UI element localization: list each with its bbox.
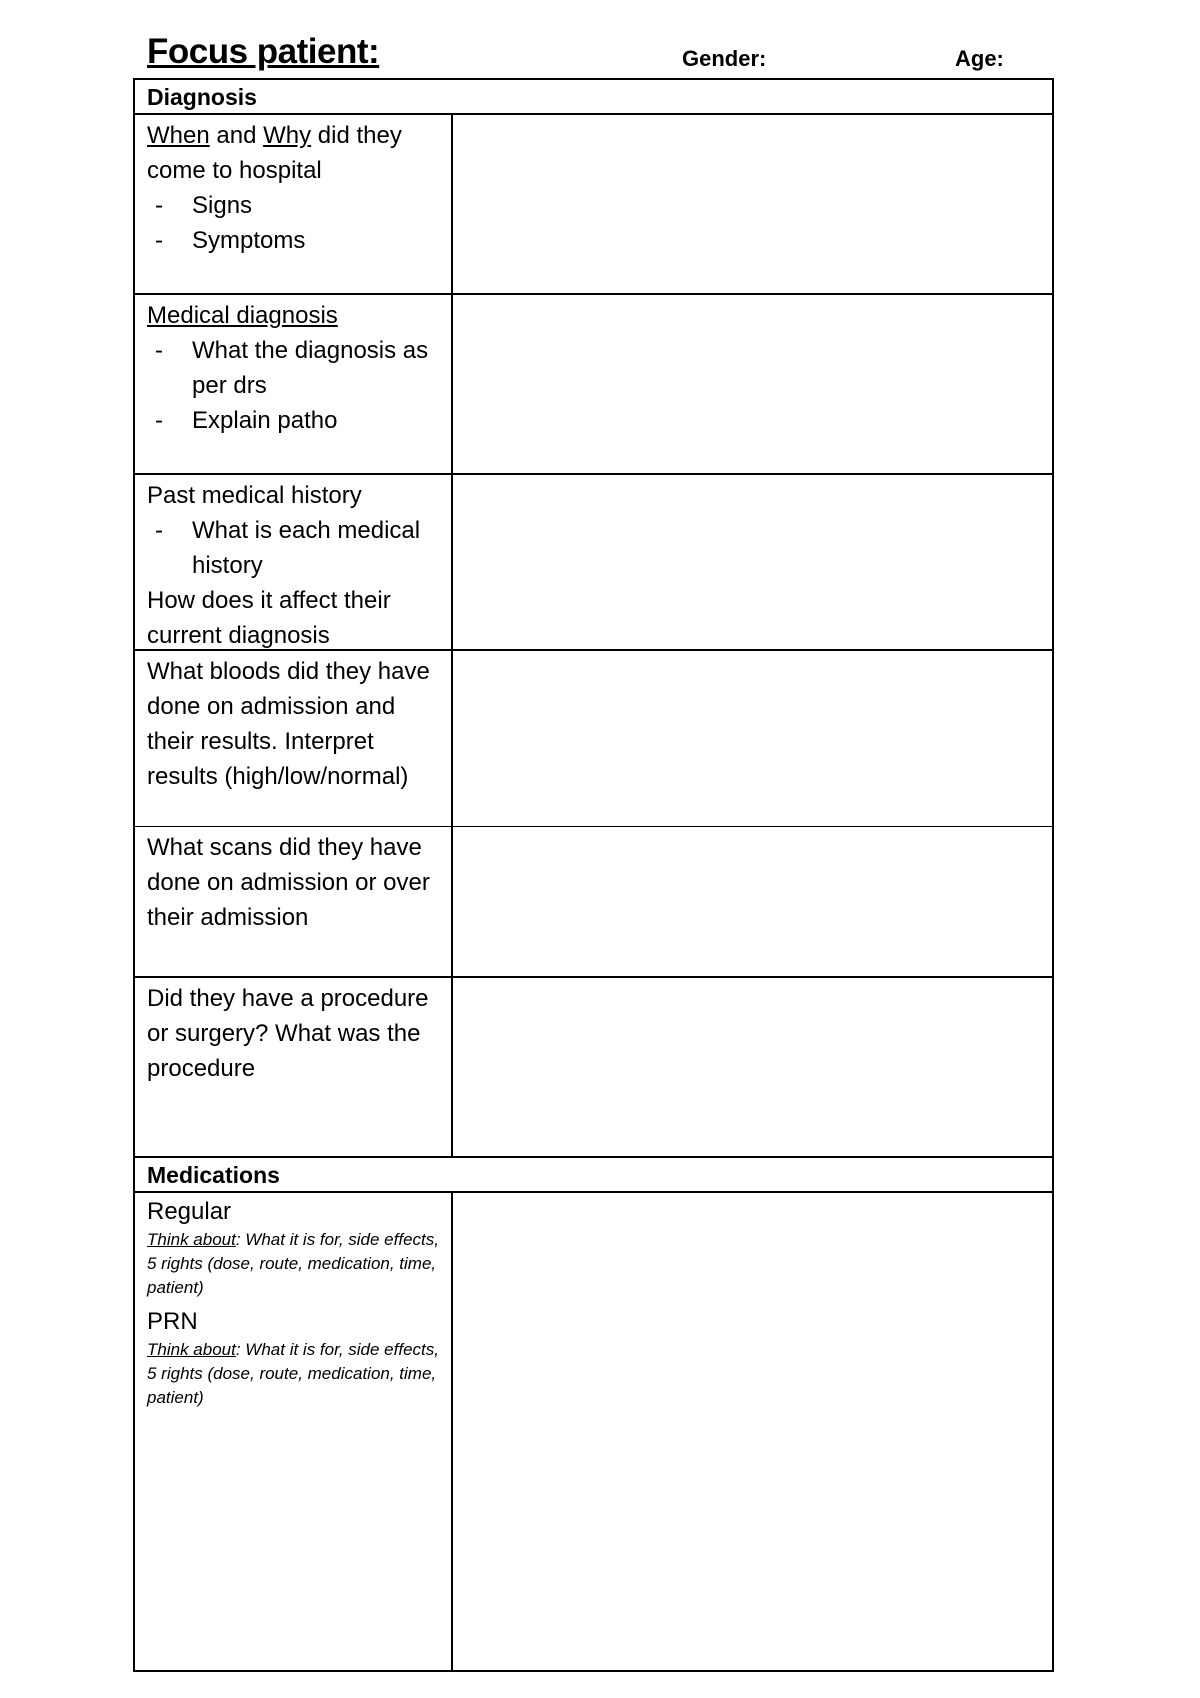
- table-row-admission-reason: [135, 115, 1052, 295]
- did-they-text: did they: [311, 122, 402, 149]
- past-medical-history-question: How does it affect their current diagnosis: [147, 587, 391, 649]
- patient-form-table: [133, 78, 1054, 1672]
- row-label-medications: [135, 1193, 453, 1670]
- prn-medications-heading: PRN: [147, 1308, 198, 1335]
- when-text: When: [147, 122, 210, 149]
- bullet-text: Signs: [192, 192, 253, 219]
- regular-medications-heading: Regular: [147, 1198, 232, 1225]
- regular-medications-note: [147, 1228, 443, 1300]
- bullet-item: [147, 333, 443, 403]
- think-about-text: Think about: [147, 1230, 236, 1249]
- prn-medications-note: [147, 1338, 443, 1410]
- bullet-text: Explain patho: [192, 407, 338, 434]
- bullet-dash: -: [155, 227, 163, 254]
- row-label-medical-diagnosis: [135, 295, 453, 473]
- answer-cell-medical-diagnosis[interactable]: [453, 295, 1052, 473]
- answer-cell-medications[interactable]: [453, 1193, 1052, 1670]
- row-label-scans: What scans did they have done on admission or over their admission: [135, 827, 453, 976]
- table-row-medical-diagnosis: [135, 295, 1052, 475]
- answer-cell-procedure[interactable]: [453, 978, 1052, 1156]
- row-label-past-medical-history: [135, 475, 453, 649]
- bullet-dash: -: [155, 517, 163, 544]
- note-text: : What it is for, side effects, 5 rights (dose, route, medication, time, patient): [147, 1230, 439, 1297]
- think-about-text: Think about: [147, 1340, 236, 1359]
- medical-diagnosis-heading: Medical diagnosis: [147, 302, 338, 329]
- admission-reason-line-1: [147, 118, 443, 153]
- table-row-scans: [135, 827, 1052, 978]
- note-text: : What it is for, side effects, 5 rights (dose, route, medication, time, patient): [147, 1340, 439, 1407]
- answer-cell-scans[interactable]: [453, 827, 1052, 976]
- admission-reason-line-2: come to hospital: [147, 157, 322, 184]
- bullet-dash: -: [155, 192, 163, 219]
- gender-label: Gender:: [682, 46, 767, 71]
- row-label-admission-reason: [135, 115, 453, 293]
- bullet-dash: -: [155, 407, 163, 434]
- answer-cell-bloods[interactable]: [453, 651, 1052, 826]
- medications-section-header: Medications: [135, 1158, 1052, 1193]
- table-row-past-medical-history: [135, 475, 1052, 651]
- row-label-bloods: What bloods did they have done on admission and their results. Interpret results (high/low/normal): [135, 651, 453, 826]
- bullet-text: Symptoms: [192, 227, 306, 254]
- bullet-text: What the diagnosis as per drs: [192, 337, 429, 399]
- table-row-procedure: [135, 978, 1052, 1158]
- and-text: and: [209, 122, 264, 149]
- bullet-item: [147, 403, 443, 438]
- diagnosis-section-header: Diagnosis: [135, 80, 1052, 115]
- bullet-item: [147, 188, 443, 223]
- page-title: Focus patient:: [147, 32, 380, 71]
- bullet-text: What is each medical history: [192, 517, 421, 579]
- bullet-item: [147, 223, 443, 258]
- answer-cell-admission-reason[interactable]: [453, 115, 1052, 293]
- table-row-bloods: [135, 651, 1052, 827]
- form-header: [147, 30, 1052, 78]
- bullet-dash: -: [155, 337, 163, 364]
- row-label-procedure: Did they have a procedure or surgery? What was the procedure: [135, 978, 453, 1156]
- answer-cell-past-medical-history[interactable]: [453, 475, 1052, 649]
- table-row-medications: [135, 1193, 1052, 1670]
- bullet-item: [147, 513, 443, 583]
- age-label: Age:: [955, 46, 1004, 71]
- why-text: Why: [263, 122, 312, 149]
- past-medical-history-heading: Past medical history: [147, 482, 362, 509]
